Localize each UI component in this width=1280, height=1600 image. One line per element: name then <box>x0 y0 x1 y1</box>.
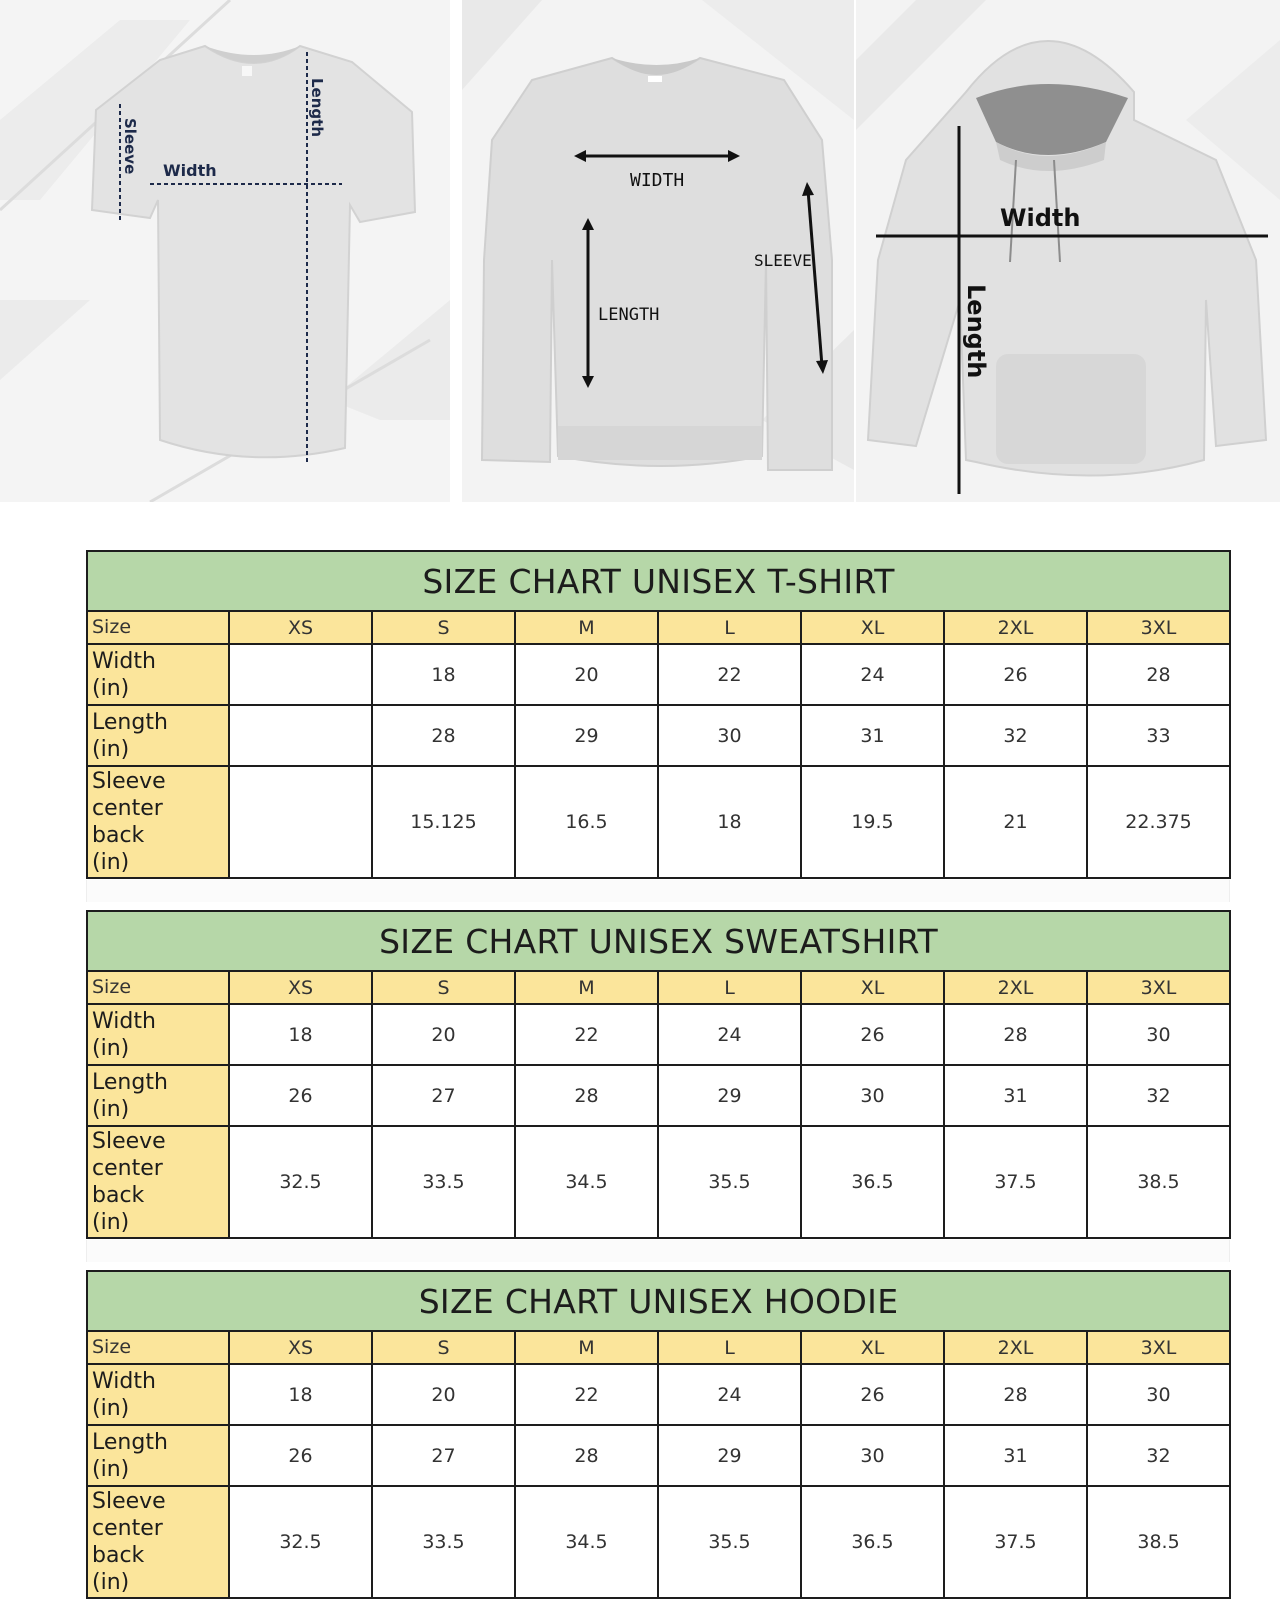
table-cell: 38.5 <box>1087 1126 1230 1238</box>
size-header-s: S <box>372 971 515 1004</box>
row-label: Width (in) <box>87 1364 229 1425</box>
size-header-m: M <box>515 611 658 644</box>
table-cell: 28 <box>372 705 515 766</box>
size-header-3xl: 3XL <box>1087 611 1230 644</box>
size-header-xs: XS <box>229 1331 372 1364</box>
table-cell: 15.125 <box>372 766 515 878</box>
size-header-s: S <box>372 611 515 644</box>
table-cell: 33.5 <box>372 1126 515 1238</box>
table-cell: 28 <box>944 1004 1087 1065</box>
table-cell: 19.5 <box>801 766 944 878</box>
table-cell: 26 <box>229 1065 372 1126</box>
row-label: Sleeve center back (in) <box>87 766 229 878</box>
table-cell: 20 <box>372 1004 515 1065</box>
sweatshirt-width-label: WIDTH <box>630 170 685 191</box>
tshirt-width-label: Width <box>163 161 217 180</box>
tshirt-measurement-illustration <box>0 0 450 502</box>
table-cell: 34.5 <box>515 1126 658 1238</box>
row-label: Sleeve center back (in) <box>87 1126 229 1238</box>
table-cell: 22 <box>658 644 801 705</box>
size-header-xs: XS <box>229 971 372 1004</box>
tshirt-sleeve-label: Sleeve <box>121 118 139 175</box>
table-cell: 30 <box>1087 1004 1230 1065</box>
size-header-2xl: 2XL <box>944 971 1087 1004</box>
size-header-s: S <box>372 1331 515 1364</box>
table-cell: 31 <box>801 705 944 766</box>
table-cell: 28 <box>515 1425 658 1486</box>
table-cell: 24 <box>658 1364 801 1425</box>
table-cell: 37.5 <box>944 1486 1087 1598</box>
table-cell: 27 <box>372 1065 515 1126</box>
size-header-2xl: 2XL <box>944 1331 1087 1364</box>
hoodie-measurement-illustration <box>856 0 1280 502</box>
size-header-row <box>87 971 1230 1004</box>
size-header-3xl: 3XL <box>1087 971 1230 1004</box>
table-cell: 35.5 <box>658 1486 801 1598</box>
table-cell: 16.5 <box>515 766 658 878</box>
table-cell: 18 <box>229 1004 372 1065</box>
hoodie-length-label: Length <box>962 284 990 379</box>
row-label: Length (in) <box>87 1425 229 1486</box>
table-title: SIZE CHART UNISEX HOODIE <box>87 1271 1230 1331</box>
table-cell: 37.5 <box>944 1126 1087 1238</box>
table-cell: 31 <box>944 1065 1087 1126</box>
table-cell: 22.375 <box>1087 766 1230 878</box>
table-cell: 22 <box>515 1364 658 1425</box>
table-cell: 36.5 <box>801 1126 944 1238</box>
table-cell: 33.5 <box>372 1486 515 1598</box>
row-label: Width (in) <box>87 644 229 705</box>
row-label: Length (in) <box>87 705 229 766</box>
table-row <box>87 1425 1230 1486</box>
table-cell: 30 <box>1087 1364 1230 1425</box>
table-cell: 29 <box>658 1425 801 1486</box>
table-cell: 28 <box>944 1364 1087 1425</box>
table-title-row <box>87 1271 1230 1331</box>
table-cell <box>229 644 372 705</box>
table-cell <box>229 705 372 766</box>
table-cell: 30 <box>801 1065 944 1126</box>
sweatshirt-sleeve-label: SLEEVE <box>754 251 812 270</box>
size-header-2xl: 2XL <box>944 611 1087 644</box>
size-chart-hoodie <box>86 1270 1231 1599</box>
table-title-row <box>87 551 1230 611</box>
table-row <box>87 1364 1230 1425</box>
table-cell: 36.5 <box>801 1486 944 1598</box>
table-cell: 33 <box>1087 705 1230 766</box>
row-label: Width (in) <box>87 1004 229 1065</box>
hoodie-width-label: Width <box>1000 204 1081 232</box>
size-header-l: L <box>658 611 801 644</box>
table-cell: 32.5 <box>229 1486 372 1598</box>
table-cell: 29 <box>515 705 658 766</box>
table-cell: 29 <box>658 1065 801 1126</box>
table-row <box>87 644 1230 705</box>
table-cell <box>229 766 372 878</box>
table-cell: 31 <box>944 1425 1087 1486</box>
table-cell: 20 <box>515 644 658 705</box>
tshirt-length-label: Length <box>308 78 326 137</box>
size-header-xl: XL <box>801 1331 944 1364</box>
size-header-m: M <box>515 1331 658 1364</box>
size-header-row <box>87 611 1230 644</box>
size-header-label: Size <box>87 1331 229 1364</box>
table-cell: 26 <box>801 1364 944 1425</box>
table-spacer <box>86 1240 1230 1262</box>
table-title: SIZE CHART UNISEX T-SHIRT <box>87 551 1230 611</box>
table-cell: 35.5 <box>658 1126 801 1238</box>
table-cell: 28 <box>1087 644 1230 705</box>
table-row <box>87 1065 1230 1126</box>
table-cell: 18 <box>229 1364 372 1425</box>
table-cell: 32 <box>1087 1425 1230 1486</box>
table-cell: 24 <box>658 1004 801 1065</box>
table-cell: 26 <box>801 1004 944 1065</box>
size-header-m: M <box>515 971 658 1004</box>
table-title: SIZE CHART UNISEX SWEATSHIRT <box>87 911 1230 971</box>
table-cell: 32.5 <box>229 1126 372 1238</box>
table-cell: 20 <box>372 1364 515 1425</box>
size-chart-tshirt <box>86 550 1231 879</box>
size-header-3xl: 3XL <box>1087 1331 1230 1364</box>
table-title-row <box>87 911 1230 971</box>
table-cell: 28 <box>515 1065 658 1126</box>
table-spacer <box>86 880 1230 902</box>
table-cell: 32 <box>1087 1065 1230 1126</box>
table-cell: 18 <box>658 766 801 878</box>
table-row <box>87 766 1230 878</box>
table-cell: 18 <box>372 644 515 705</box>
table-cell: 26 <box>229 1425 372 1486</box>
table-row <box>87 705 1230 766</box>
size-header-row <box>87 1331 1230 1364</box>
size-header-label: Size <box>87 971 229 1004</box>
size-header-xl: XL <box>801 611 944 644</box>
table-row <box>87 1486 1230 1598</box>
table-cell: 21 <box>944 766 1087 878</box>
size-header-l: L <box>658 1331 801 1364</box>
size-header-label: Size <box>87 611 229 644</box>
row-label: Sleeve center back (in) <box>87 1486 229 1598</box>
table-cell: 30 <box>801 1425 944 1486</box>
size-header-xs: XS <box>229 611 372 644</box>
table-cell: 32 <box>944 705 1087 766</box>
table-cell: 22 <box>515 1004 658 1065</box>
table-cell: 26 <box>944 644 1087 705</box>
row-label: Length (in) <box>87 1065 229 1126</box>
table-cell: 30 <box>658 705 801 766</box>
table-cell: 34.5 <box>515 1486 658 1598</box>
size-chart-sweatshirt <box>86 910 1231 1239</box>
sweatshirt-length-label: LENGTH <box>598 305 660 325</box>
table-cell: 24 <box>801 644 944 705</box>
table-row <box>87 1126 1230 1238</box>
table-row <box>87 1004 1230 1065</box>
sweatshirt-measurement-illustration <box>462 0 854 502</box>
size-header-l: L <box>658 971 801 1004</box>
table-cell: 38.5 <box>1087 1486 1230 1598</box>
size-header-xl: XL <box>801 971 944 1004</box>
table-cell: 27 <box>372 1425 515 1486</box>
